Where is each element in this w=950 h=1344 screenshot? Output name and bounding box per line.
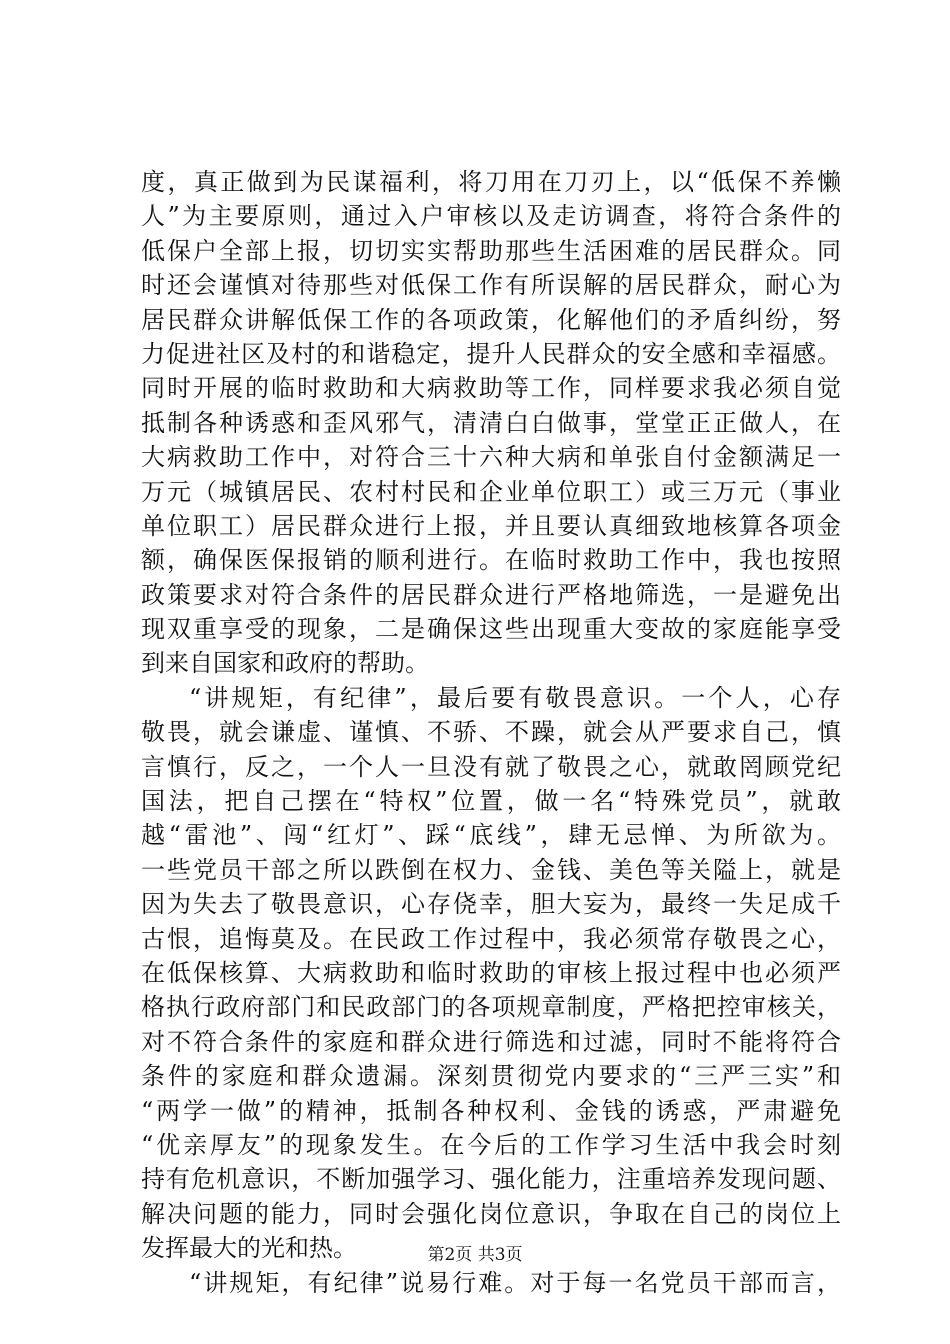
text-line: 到来自国家和政府的帮助。 (141, 649, 429, 678)
text-line: 额，确保医保报销的顺利进行。在临时救助工作中，我也按照 (141, 546, 841, 575)
text-line: 人”为主要原则，通过入户审核以及走访调查，将符合条件的 (141, 202, 841, 231)
text-line: 条件的家庭和群众遗漏。深刻贯彻党内要求的“三严三实”和 (141, 1062, 841, 1091)
page-footer: 第2页 共3页 (427, 1245, 523, 1265)
text-line: 越“雷池”、闯“红灯”、踩“底线”，肆无忌惮、为所欲为。 (141, 821, 841, 850)
text-line: 一些党员干部之所以跌倒在权力、金钱、美色等关隘上，就是 (141, 855, 841, 884)
text-line: 抵制各种诱惑和歪风邪气，清清白白做事，堂堂正正做人，在 (141, 408, 841, 437)
text-line: “讲规矩，有纪律”，最后要有敬畏意识。一个人，心存 (189, 683, 841, 712)
text-line: 持有危机意识，不断加强学习、强化能力，注重培养发现问题、 (141, 1165, 841, 1194)
text-line: 万元（城镇居民、农村村民和企业单位职工）或三万元（事业 (141, 477, 841, 506)
text-line: 古恨，追悔莫及。在民政工作过程中，我必须常存敬畏之心， (141, 924, 841, 953)
text-line: 在低保核算、大病救助和临时救助的审核上报过程中也必须严 (141, 958, 841, 987)
text-line: 大病救助工作中，对符合三十六种大病和单张自付金额满足一 (141, 443, 841, 472)
body-text (141, 165, 841, 1300)
text-line: 度，真正做到为民谋福利，将刀用在刀刃上，以“低保不养懒 (141, 168, 841, 196)
text-line: 时还会谨慎对待那些对低保工作有所误解的居民群众，耐心为 (141, 271, 841, 300)
text-line: 解决问题的能力，同时会强化岗位意识，争取在自己的岗位上 (141, 1199, 841, 1228)
text-line: 政策要求对符合条件的居民群众进行严格地筛选，一是避免出 (141, 580, 841, 609)
text-line: 居民群众讲解低保工作的各项政策，化解他们的矛盾纠纷，努 (141, 305, 841, 334)
text-line: 现双重享受的现象，二是确保这些出现重大变故的家庭能享受 (141, 615, 841, 644)
text-line: 言慎行，反之，一个人一旦没有就了敬畏之心，就敢罔顾党纪 (141, 752, 841, 781)
text-line: 单位职工）居民群众进行上报，并且要认真细致地核算各项金 (141, 511, 841, 540)
text-line: “两学一做”的精神，抵制各种权利、金钱的诱惑，严肃避免 (141, 1096, 841, 1125)
text-line: 同时开展的临时救助和大病救助等工作，同样要求我必须自觉 (141, 374, 841, 403)
text-line: 格执行政府部门和民政部门的各项规章制度，严格把控审核关， (141, 993, 841, 1022)
text-line: 国法，把自己摆在“特权”位置，做一名“特殊党员”，就敢 (141, 787, 841, 816)
text-line: “优亲厚友”的现象发生。在今后的工作学习生活中我会时刻 (141, 1130, 841, 1159)
text-line: 敬畏，就会谦虚、谨慎、不骄、不躁，就会从严要求自己，慎 (141, 718, 841, 747)
text-line: 力促进社区及村的和谐稳定，提升人民群众的安全感和幸福感。 (141, 339, 841, 368)
text-line: 发挥最大的光和热。 (141, 1234, 357, 1263)
text-line: “讲规矩，有纪律”说易行难。对于每一名党员干部而言， (189, 1268, 841, 1297)
text-line: 低保户全部上报，切切实实帮助那些生活困难的居民群众。同 (141, 236, 841, 265)
text-line: 对不符合条件的家庭和群众进行筛选和过滤，同时不能将符合 (141, 1027, 841, 1056)
text-line: 因为失去了敬畏意识，心存侥幸，胆大妄为，最终一失足成千 (141, 890, 841, 919)
